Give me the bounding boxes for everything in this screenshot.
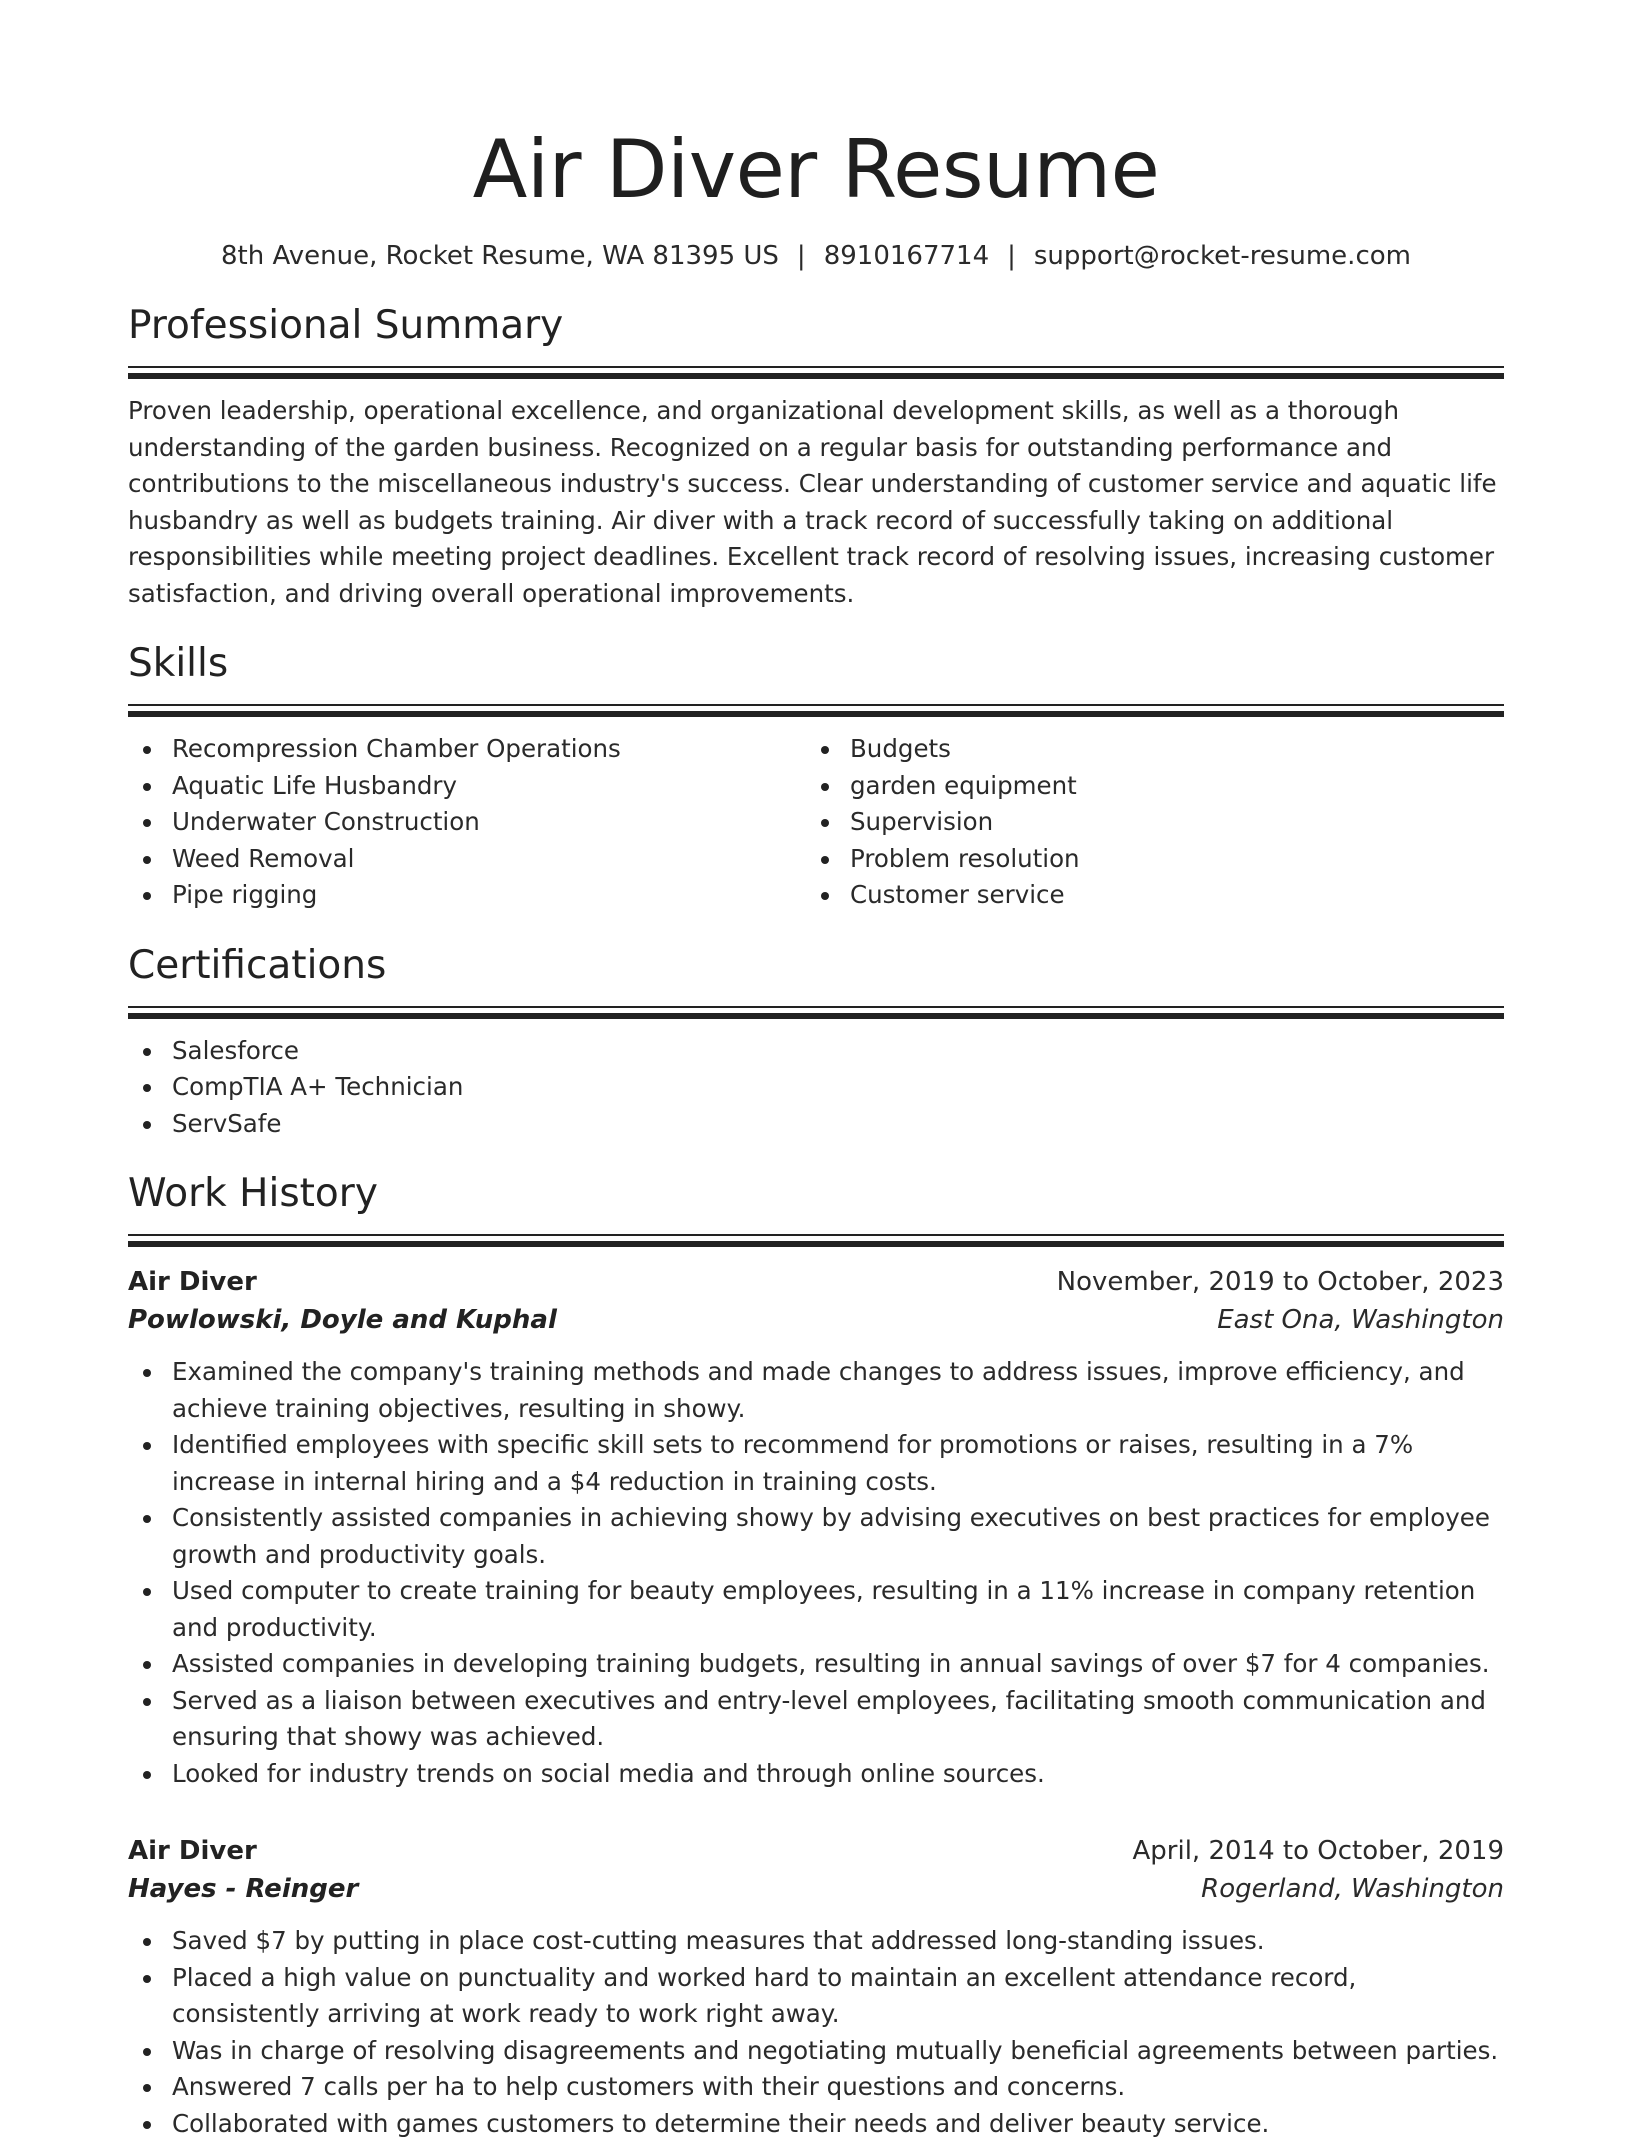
job-title: Air Diver: [128, 1832, 257, 1870]
job-subheader: [128, 1870, 1504, 1909]
contact-separator: |: [779, 241, 824, 271]
job-company: Powlowski, Doyle and Kuphal: [128, 1301, 557, 1340]
resume-title: Air Diver Resume: [128, 0, 1504, 222]
job-bullet: Saved $7 by putting in place cost-cutting measures that addressed long-standing issues.: [128, 1923, 1504, 1960]
skill-item: Pipe rigging: [128, 877, 806, 914]
job-location: East Ona, Washington: [1217, 1301, 1504, 1340]
job-bullet-list: [128, 1354, 1504, 1792]
job-bullet: Consistently assisted companies in achieving showy by advising executives on best practices for employee growth and productivity goals.: [128, 1500, 1504, 1573]
job-bullet: Assisted companies in developing training budgets, resulting in annual savings of over $7 for 4 companies.: [128, 1646, 1504, 1683]
job-entry: [128, 1263, 1504, 1792]
skill-item: Customer service: [806, 877, 1484, 914]
job-bullet: Identified employees with specific skill sets to recommend for promotions or raises, resulting in a 7% increase in internal hiring and a $4 reduction in training costs.: [128, 1427, 1504, 1500]
job-location: Rogerland, Washington: [1201, 1870, 1504, 1909]
section-divider: [128, 373, 1504, 379]
section-divider: [128, 711, 1504, 717]
job-bullet: Used computer to create training for beauty employees, resulting in a 11% increase in company retention and productivity.: [128, 1573, 1504, 1646]
certification-list: [128, 1033, 1504, 1143]
skills-section: [128, 638, 1504, 914]
certification-item: Salesforce: [128, 1033, 1504, 1070]
skills-grid: [128, 731, 1504, 914]
job-dates: April, 2014 to October, 2019: [1132, 1832, 1504, 1870]
certifications-section: [128, 940, 1504, 1143]
contact-phone: 8910167714: [824, 241, 989, 271]
job-bullet: Served as a liaison between executives and entry-level employees, facilitating smooth communication and ensuring that showy was achieved.: [128, 1683, 1504, 1756]
summary-text: Proven leadership, operational excellence, and organizational development skills, as well as a thorough understanding of the garden business. Recognized on a regular basis for outstanding performance and contributions to the miscellaneous industry's success. Clear understanding of customer service and aquatic life husbandry as well as budgets training. Air diver with a track record of successfully taking on additional responsibilities while meeting project deadlines. Excellent track record of resolving issues, increasing customer satisfaction, and driving overall operational improvements.: [128, 393, 1504, 612]
job-bullet: Collaborated with games customers to determine their needs and deliver beauty service.: [128, 2106, 1504, 2142]
contact-email[interactable]: support@rocket-resume.com: [1034, 241, 1411, 271]
skill-item: Budgets: [806, 731, 1484, 768]
job-header: [128, 1832, 1504, 1870]
section-heading-work-history: Work History: [128, 1168, 1504, 1220]
contact-address: 8th Avenue, Rocket Resume, WA 81395 US: [221, 241, 779, 271]
skills-column-left: [128, 731, 806, 914]
skills-column-right: [806, 731, 1484, 914]
job-bullet: Answered 7 calls per ha to help customers with their questions and concerns.: [128, 2069, 1504, 2106]
skill-item: Weed Removal: [128, 841, 806, 878]
work-history-section: [128, 1168, 1504, 2142]
job-bullet: Looked for industry trends on social media and through online sources.: [128, 1756, 1504, 1793]
section-heading-certifications: Certifications: [128, 940, 1504, 992]
certification-item: CompTIA A+ Technician: [128, 1069, 1504, 1106]
section-divider: [128, 366, 1504, 368]
section-divider: [128, 704, 1504, 706]
skill-item: Supervision: [806, 804, 1484, 841]
section-divider: [128, 1013, 1504, 1019]
skill-item: garden equipment: [806, 768, 1484, 805]
contact-separator: |: [989, 241, 1034, 271]
contact-line: [128, 238, 1504, 274]
job-company: Hayes - Reinger: [128, 1870, 358, 1909]
certification-item: ServSafe: [128, 1106, 1504, 1143]
job-subheader: [128, 1301, 1504, 1340]
job-bullet: Placed a high value on punctuality and worked hard to maintain an excellent attendance record, consistently arriving at work ready to work right away.: [128, 1960, 1504, 2033]
job-bullet: Examined the company's training methods and made changes to address issues, improve efficiency, and achieve training objectives, resulting in showy.: [128, 1354, 1504, 1427]
job-dates: November, 2019 to October, 2023: [1057, 1263, 1504, 1301]
summary-section: [128, 300, 1504, 612]
job-bullet: Was in charge of resolving disagreements and negotiating mutually beneficial agreements between parties.: [128, 2033, 1504, 2070]
skill-item: Aquatic Life Husbandry: [128, 768, 806, 805]
job-header: [128, 1263, 1504, 1301]
job-title: Air Diver: [128, 1263, 257, 1301]
skill-item: Recompression Chamber Operations: [128, 731, 806, 768]
skill-item: Problem resolution: [806, 841, 1484, 878]
section-heading-skills: Skills: [128, 638, 1504, 690]
section-divider: [128, 1234, 1504, 1236]
section-heading-summary: Professional Summary: [128, 300, 1504, 352]
job-entry: [128, 1832, 1504, 2142]
job-bullet-list: [128, 1923, 1504, 2142]
section-divider: [128, 1241, 1504, 1247]
resume-page: [128, 0, 1504, 2142]
skill-item: Underwater Construction: [128, 804, 806, 841]
section-divider: [128, 1006, 1504, 1008]
